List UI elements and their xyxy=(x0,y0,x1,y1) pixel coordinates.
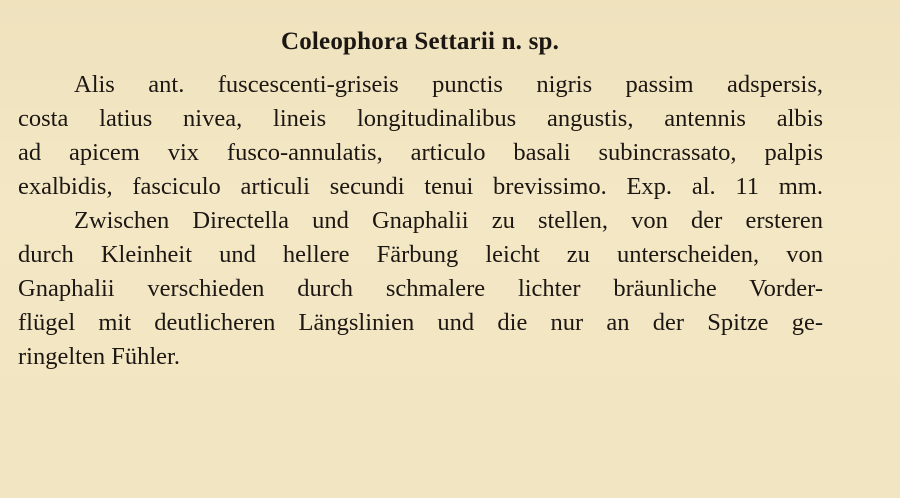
species-heading: Coleophora Settarii n. sp. xyxy=(280,28,560,55)
paragraph-2-line-4: flügel mit deutlicheren Längslinien und die nur an der Spitze ge- xyxy=(18,309,823,336)
paragraph-1-line-1: Alis ant. fuscescenti-griseis punctis nigris passim adspersis, xyxy=(74,71,823,98)
paragraph-2-line-2: durch Kleinheit und hellere Färbung leicht zu unterscheiden, von xyxy=(18,241,823,268)
paragraph-2-line-1: Zwischen Directella und Gnaphalii zu stellen, von der ersteren xyxy=(74,207,823,234)
paragraph-2-line-3: Gnaphalii verschieden durch schmalere lichter bräunliche Vorder- xyxy=(18,275,823,302)
paragraph-1-line-2: costa latius nivea, lineis longitudinalibus angustis, antennis albis xyxy=(18,105,823,132)
paragraph-1-line-4: exalbidis, fasciculo articuli secundi tenui brevissimo. Exp. al. 11 mm. xyxy=(18,173,823,200)
paragraph-1-line-3: ad apicem vix fusco-annulatis, articulo basali subincrassato, palpis xyxy=(18,139,823,166)
paragraph-2-line-5: ringelten Fühler. xyxy=(18,343,180,370)
